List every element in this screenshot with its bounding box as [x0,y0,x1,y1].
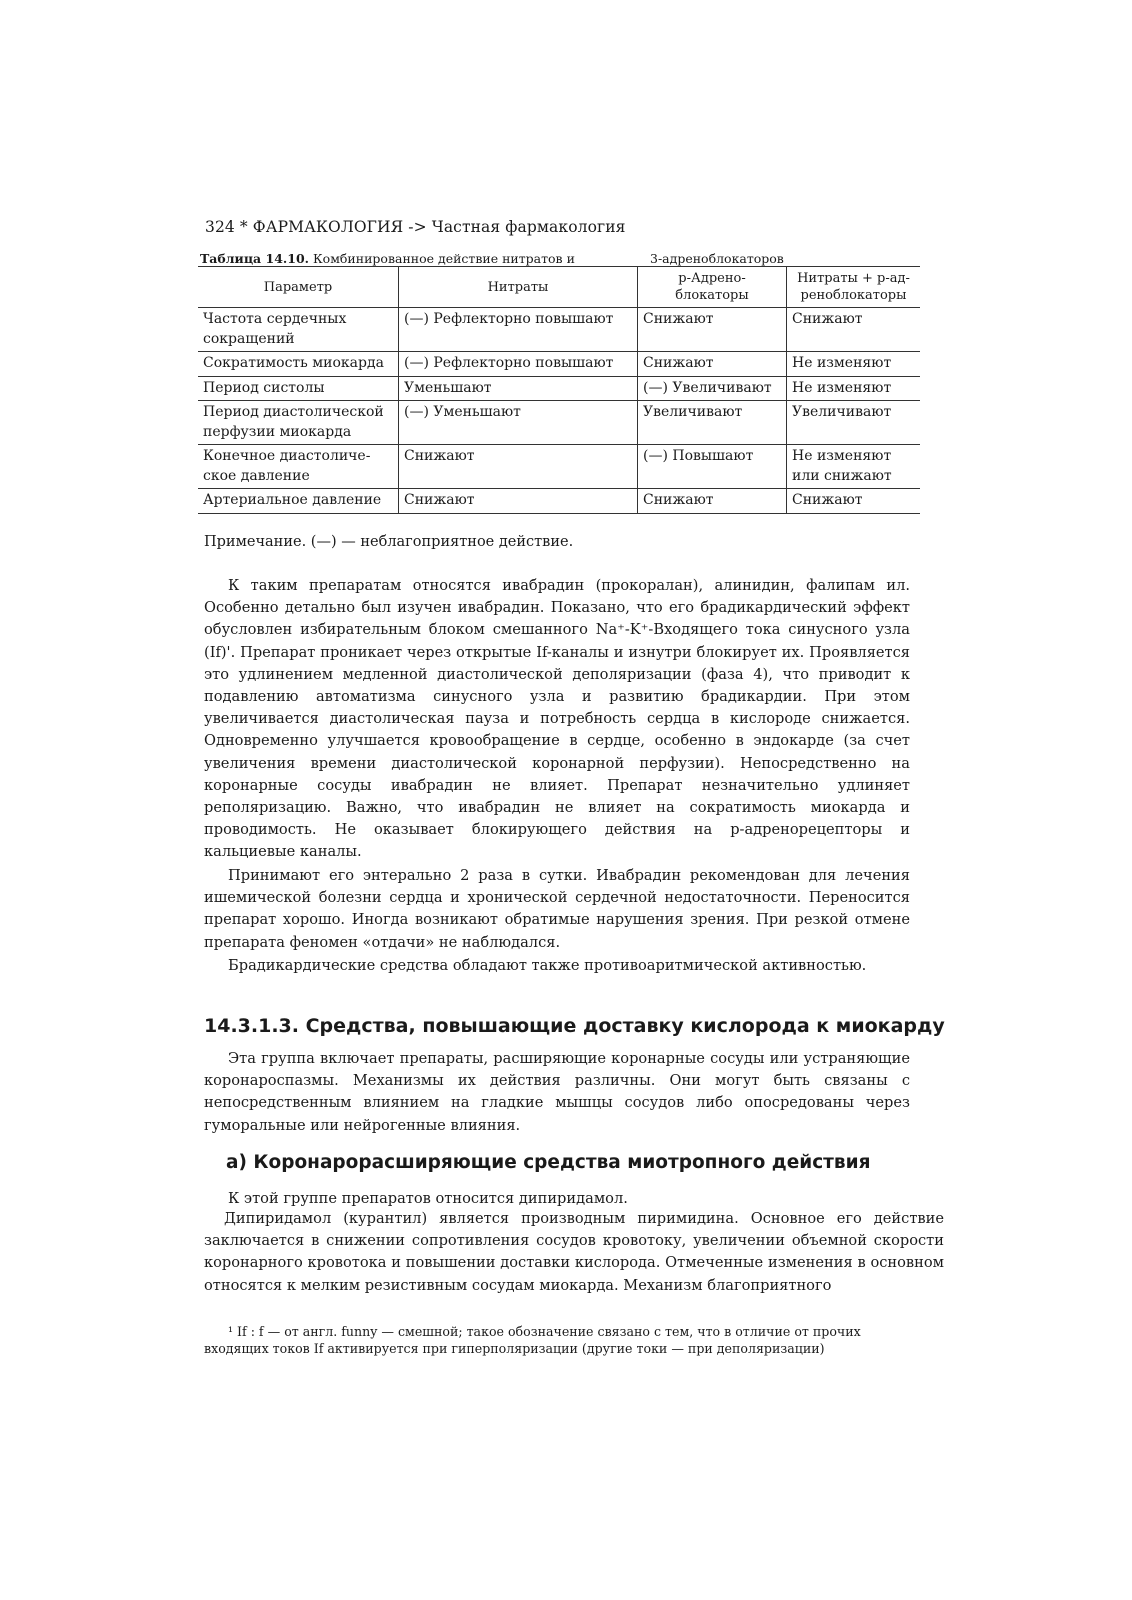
table-cell: Сократимость миокарда [198,352,399,377]
table-cell: (—) Рефлекторно повышают [399,308,638,352]
table-header-cell: р-Адрено-блокаторы [638,267,787,308]
table-cell: Снижают [787,308,921,352]
paragraph-text: К этой группе препаратов относится дипиридамол. [228,1190,628,1207]
paragraph-text: Эта группа включает препараты, расширяющие коронарные сосуды или устраняющие коронароспазмы. Механизмы их действия различны. Они могут быть связаны с непосредственным влиянием на гладкие мышцы сосудов либо опосредованы через гуморальные или нейрогенные влияния. [204,1050,910,1134]
section-heading: 14.3.1.3. Средства, повышающие доставку кислорода к миокарду [204,1015,945,1037]
table-cell: Увеличивают [638,401,787,445]
table-cell: Период диастолической перфузии миокарда [198,401,399,445]
table-cell: (—) Увеличивают [638,376,787,401]
table-cell: Снижают [638,489,787,514]
table-row [198,401,920,445]
table-header-cell: Нитраты + р-ад-реноблокаторы [787,267,921,308]
table-cell: (—) Рефлекторно повышают [399,352,638,377]
table-cell: Снижают [787,489,921,514]
paragraph-text: Принимают его энтерально 2 раза в сутки. Ивабрадин рекомендован для лечения ишемической болезни сердца и хронической сердечной недостаточности. Переносится препарат хорошо. Иногда возникают обратимые нарушения зрения. При резкой отмене препарата феномен «отдачи» не наблюдался. [204,867,910,951]
table-cell: Период систолы [198,376,399,401]
table-note: Примечание. (—) — неблагоприятное действие. [204,534,574,550]
table-row [198,376,920,401]
comparison-table [198,266,920,514]
table-row [198,445,920,489]
table-row [198,308,920,352]
table-cell: Снижают [638,308,787,352]
body-paragraph [204,1208,944,1297]
running-head: 324 * ФАРМАКОЛОГИЯ -> Частная фармакология [205,218,626,236]
table-cell: Снижают [399,445,638,489]
table-cell: Конечное диастоличе-ское давление [198,445,399,489]
table-header-cell: Нитраты [399,267,638,308]
table-caption-label: Таблица 14.10. [200,251,310,266]
table-cell: Артериальное давление [198,489,399,514]
table-caption [200,251,784,266]
table-cell: Уменьшают [399,376,638,401]
table-cell: (—) Уменьшают [399,401,638,445]
table-cell: Частота сердечных сокращений [198,308,399,352]
footnote-line: ¹ If : f — от англ. funny — смешной; такое обозначение связано с тем, что в отличие от прочих [228,1324,861,1339]
table-row [198,489,920,514]
table-cell: Не изменяют или снижают [787,445,921,489]
subsection-heading: а) Коронарорасширяющие средства миотропного действия [226,1152,871,1173]
table-caption-end: 3-адреноблокаторов [650,251,784,266]
footnote-line: входящих токов If активируется при гиперполяризации (другие токи — при деполяризации) [204,1341,825,1356]
table-cell: Не изменяют [787,376,921,401]
table-row [198,352,920,377]
table-cell: Увеличивают [787,401,921,445]
paragraph-text: Дипиридамол (курантил) является производным пиримидина. Основное его действие заключается в снижении сопротивления сосудов кровотоку, увеличении объемной скорости коронарного кровотока и повышении доставки кислорода. Отмеченные изменения в основном относятся к мелким резистивным сосудам миокарда. Механизм благоприятного [204,1210,944,1294]
body-paragraph [204,1048,910,1137]
table-cell: Снижают [638,352,787,377]
body-paragraph [204,575,910,864]
table-cell: (—) Повышают [638,445,787,489]
table-cell: Снижают [399,489,638,514]
body-paragraph [204,955,910,977]
table-caption-text: Комбинированное действие нитратов и [309,251,575,266]
table-cell: Не изменяют [787,352,921,377]
table-header-cell: Параметр [198,267,399,308]
paragraph-text: К таким препаратам относятся ивабрадин (прокоралан), алинидин, фалипам ил. Особенно детально был изучен ивабрадин. Показано, что его брадикардический эффект обусловлен избирательным блоком смешанного Na⁺-K⁺-Входящего тока синусного узла (If)'. Препарат проникает через открытые If-каналы и изнутри блокирует их. Проявляется это удлинением медленной диастолической деполяризации (фаза 4), что приводит к подавлению автоматизма синусного узла и развитию брадикардии. При этом увеличивается диастолическая пауза и потребность сердца в кислороде снижается. Одновременно улучшается кровообращение в сердце, особенно в эндокарде (за счет увеличения времени диастолической коронарной перфузии). Непосредственно на коронарные сосуды ивабрадин не влияет. Препарат незначительно удлиняет реполяризацию. Важно, что ивабрадин не влияет на сократимость миокарда и проводимость. Не оказывает блокирующего действия на р-адренорецепторы и кальциевые каналы. [204,577,910,861]
footnote [204,1323,904,1357]
paragraph-text: Брадикардические средства обладают также противоаритмической активностью. [228,957,867,974]
table-header-row [198,267,920,308]
body-paragraph [204,865,910,954]
body-paragraph [204,1188,910,1210]
